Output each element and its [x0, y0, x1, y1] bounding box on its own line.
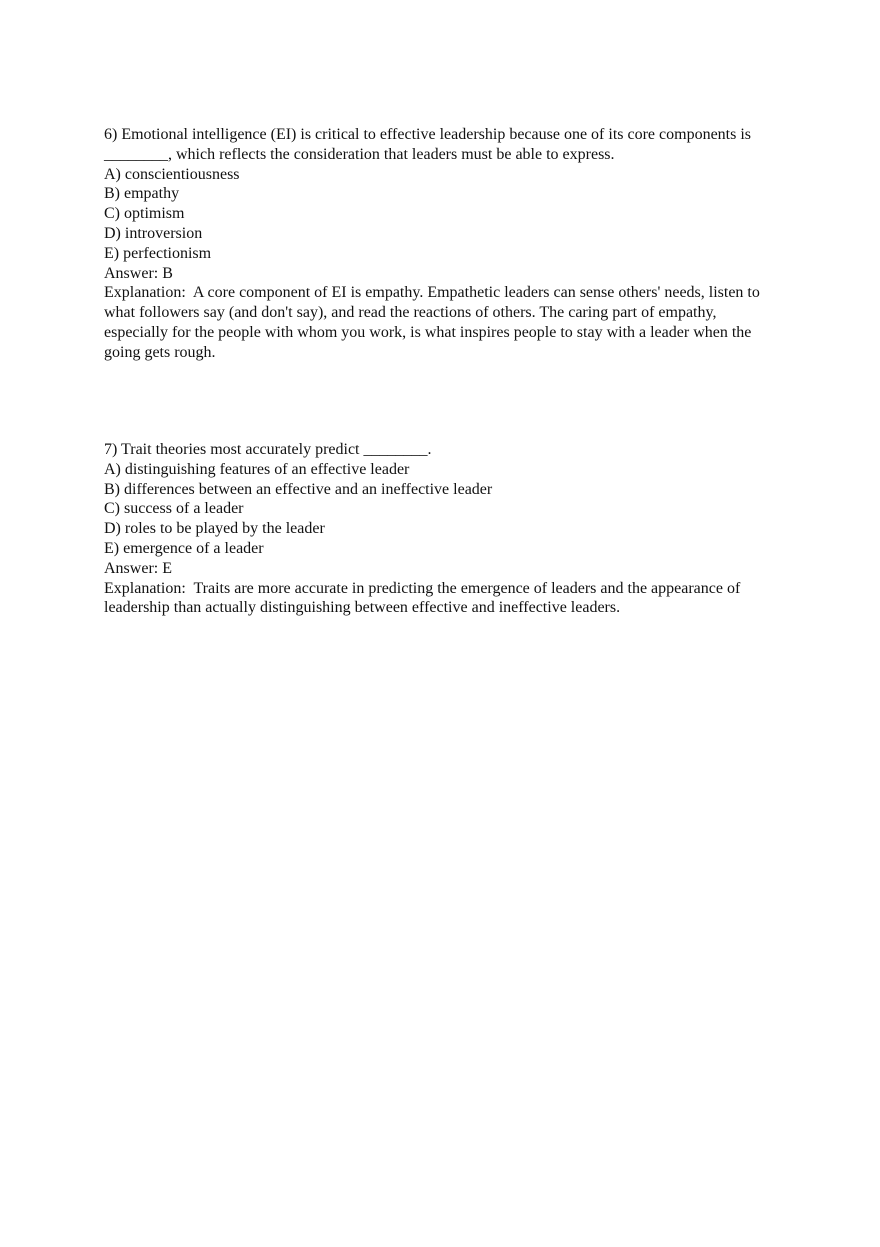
question-stem: 7) Trait theories most accurately predict ________.: [104, 441, 432, 458]
question-stem: 6) Emotional intelligence (EI) is critical to effective leadership because one of its core components is ________, which reflects the consideration that leaders must be able to express.: [104, 126, 752, 163]
option-b: B) empathy: [104, 185, 180, 203]
answer-line: Answer: B: [104, 264, 173, 282]
option-d: D) introversion: [104, 224, 203, 242]
option-c: C) optimism: [104, 205, 185, 223]
option-e: E) perfectionism: [104, 244, 212, 262]
option-e: E) emergence of a leader: [104, 539, 264, 557]
option-c: C) success of a leader: [104, 500, 244, 518]
explanation-text: A core component of EI is empathy. Empathetic leaders can sense others' needs, listen to what followers say (and don't say), and read the reactions of others. The caring part of empathy, especially for the people with whom you work, is what inspires people to stay with a leader when the going gets rough.: [104, 284, 760, 361]
explanation: [104, 283, 776, 362]
option-a: A) conscientiousness: [104, 165, 240, 183]
answer-line: Answer: E: [104, 559, 172, 577]
explanation-text: Traits are more accurate in predicting the emergence of leaders and the appearance of leadership than actually distinguishing between effective and ineffective leaders.: [104, 579, 741, 617]
question-7: [104, 440, 776, 618]
option-a: A) distinguishing features of an effective leader: [104, 460, 410, 478]
explanation-label: Explanation:: [104, 284, 193, 302]
explanation-label: Explanation:: [104, 579, 194, 597]
option-d: D) roles to be played by the leader: [104, 520, 325, 538]
option-b: B) differences between an effective and an ineffective leader: [104, 480, 493, 498]
question-6: [104, 125, 776, 363]
explanation: [104, 579, 776, 619]
